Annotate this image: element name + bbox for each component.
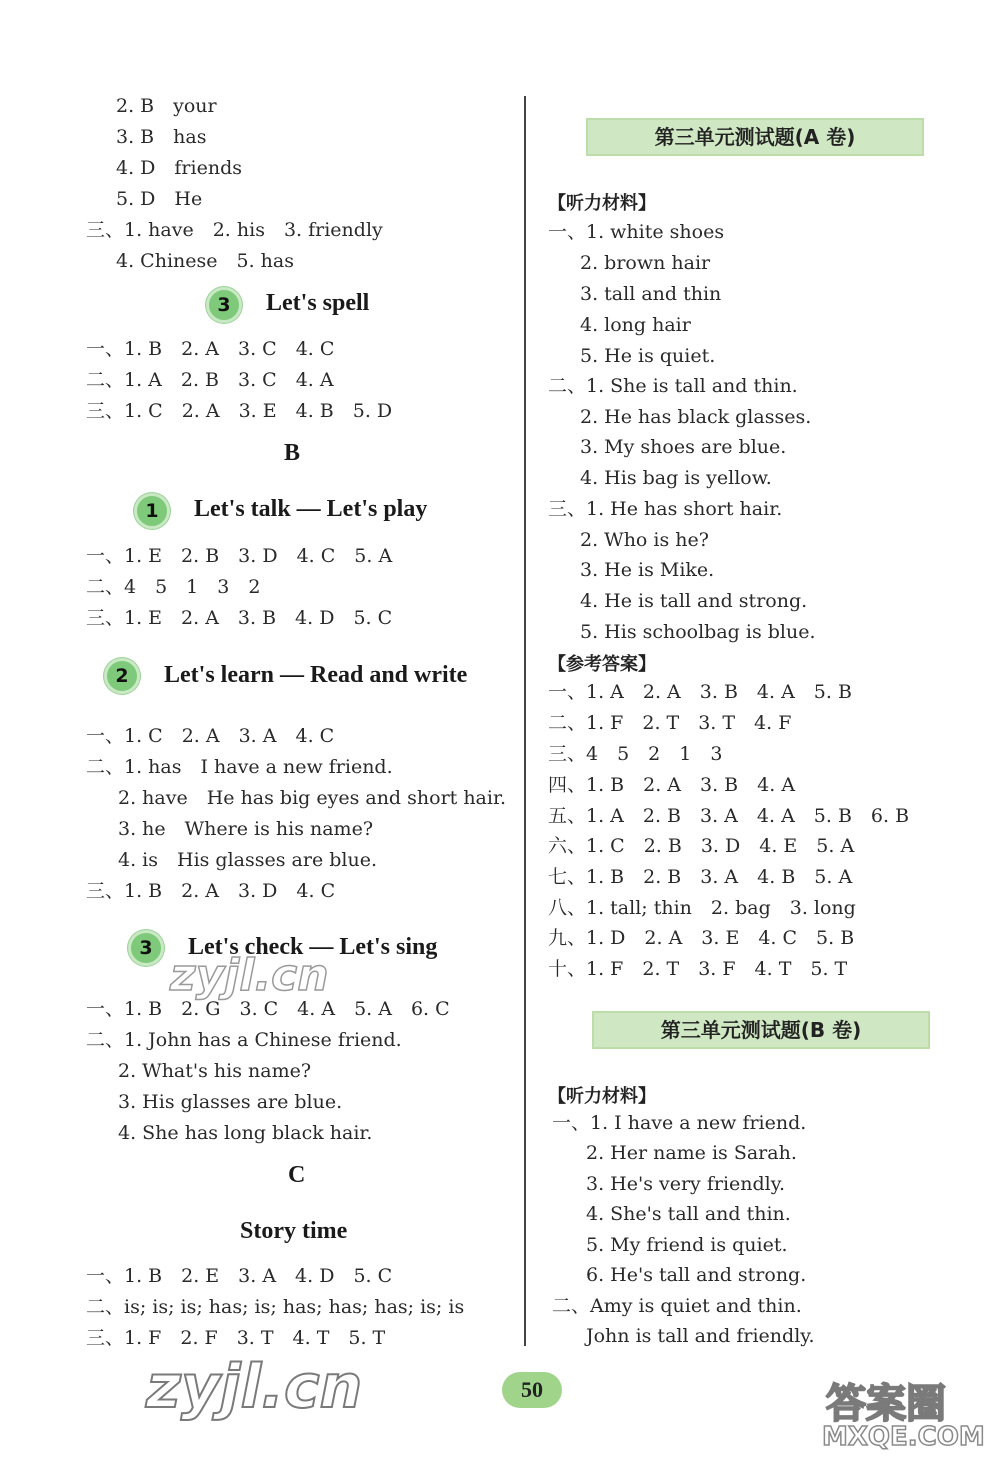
listen-line: 3. tall and thin <box>580 283 722 305</box>
answer-line: 一、1. C 2. A 3. A 4. C <box>86 725 335 747</box>
answer-line: 八、1. tall; thin 2. bag 3. long <box>548 897 856 919</box>
answer-line: 三、1. E 2. A 3. B 4. D 5. C <box>86 607 393 629</box>
answer-key-label: 【参考答案】 <box>548 654 656 675</box>
listen-line: 5. He is quiet. <box>580 345 716 367</box>
left-line: 4. Chinese 5. has <box>116 250 294 272</box>
answer-line: 一、1. A 2. A 3. B 4. A 5. B <box>548 681 852 703</box>
listen-line: 5. His schoolbag is blue. <box>580 621 816 643</box>
answer-line: 4. is His glasses are blue. <box>118 849 377 871</box>
watermark-mxqe-bottom: MXQE.COM <box>822 1422 985 1452</box>
listen-line: 4. She's tall and thin. <box>586 1203 791 1225</box>
watermark-zyjl-bottom: zyjl.cn <box>146 1352 363 1422</box>
answer-line: 二、4 5 1 3 2 <box>86 576 261 598</box>
answer-line: 三、1. B 2. A 3. D 4. C <box>86 880 336 902</box>
listen-line: 2. brown hair <box>580 252 711 274</box>
answer-line: 3. His glasses are blue. <box>118 1091 343 1113</box>
listen-line: 二、Amy is quiet and thin. <box>552 1295 802 1317</box>
answer-line: 一、1. E 2. B 3. D 4. C 5. A <box>86 545 393 567</box>
listen-line: 4. long hair <box>580 314 691 336</box>
section-number-badge: 2 <box>104 658 140 694</box>
section-title: Let's learn — Read and write <box>164 662 468 688</box>
answer-line: 二、is; is; is; has; is; has; has; has; is; is <box>86 1296 465 1318</box>
answer-line: 3. he Where is his name? <box>118 818 374 840</box>
left-line: 三、1. have 2. his 3. friendly <box>86 219 383 241</box>
listen-material-label: 【听力材料】 <box>548 193 656 214</box>
answer-line: 三、1. C 2. A 3. E 4. B 5. D <box>86 400 393 422</box>
page-number: 50 <box>502 1372 562 1408</box>
part-letter: C <box>288 1162 306 1188</box>
answer-line: 一、1. B 2. A 3. C 4. C <box>86 338 335 360</box>
answer-line: 2. What's his name? <box>118 1060 312 1082</box>
answer-line: 四、1. B 2. A 3. B 4. A <box>548 774 796 796</box>
listen-line: 2. Her name is Sarah. <box>586 1142 797 1164</box>
listen-line: 二、1. She is tall and thin. <box>548 375 798 397</box>
section-number-badge: 3 <box>206 287 242 323</box>
answer-line: 二、1. has I have a new friend. <box>86 756 393 778</box>
answer-line: 十、1. F 2. T 3. F 4. T 5. T <box>548 958 848 980</box>
column-divider <box>524 96 526 1346</box>
watermark-zyjl-middle: zyjl.cn <box>170 950 329 1001</box>
answer-line: 二、1. John has a Chinese friend. <box>86 1029 402 1051</box>
answer-line: 二、1. A 2. B 3. C 4. A <box>86 369 334 391</box>
section-title: Let's spell <box>266 290 370 316</box>
answer-line: 4. She has long black hair. <box>118 1122 373 1144</box>
left-line: 5. D He <box>116 188 203 210</box>
listen-line: John is tall and friendly. <box>586 1325 815 1347</box>
watermark-mxqe-top: 答案圈 <box>826 1381 946 1427</box>
answer-line: 一、1. B 2. G 3. C 4. A 5. A 6. C <box>86 998 450 1020</box>
section-title: Let's talk — Let's play <box>194 496 428 522</box>
answer-line: 九、1. D 2. A 3. E 4. C 5. B <box>548 927 855 949</box>
answer-line: 五、1. A 2. B 3. A 4. A 5. B 6. B <box>548 805 910 827</box>
listen-line: 一、1. I have a new friend. <box>552 1112 807 1134</box>
listen-line: 3. My shoes are blue. <box>580 436 787 458</box>
section-number-badge: 3 <box>128 930 164 966</box>
test-b-banner: 第三单元测试题(B 卷) <box>592 1011 930 1049</box>
answer-line: 三、1. F 2. F 3. T 4. T 5. T <box>86 1327 386 1349</box>
section-number-badge: 1 <box>134 493 170 529</box>
listen-line: 3. He's very friendly. <box>586 1173 785 1195</box>
section-title: Let's check — Let's sing <box>188 934 438 960</box>
listen-line: 三、1. He has short hair. <box>548 498 783 520</box>
listen-line: 4. He is tall and strong. <box>580 590 808 612</box>
answer-line: 二、1. F 2. T 3. T 4. F <box>548 712 792 734</box>
part-letter: B <box>284 440 301 466</box>
section-title: Story time <box>240 1218 348 1244</box>
listen-material-label: 【听力材料】 <box>548 1086 656 1107</box>
listen-line: 一、1. white shoes <box>548 221 725 243</box>
answer-line: 一、1. B 2. E 3. A 4. D 5. C <box>86 1265 393 1287</box>
left-line: 2. B your <box>116 95 217 117</box>
listen-line: 5. My friend is quiet. <box>586 1234 788 1256</box>
test-a-banner: 第三单元测试题(A 卷) <box>586 118 924 156</box>
left-line: 3. B has <box>116 126 207 148</box>
listen-line: 4. His bag is yellow. <box>580 467 772 489</box>
left-line: 4. D friends <box>116 157 242 179</box>
listen-line: 2. He has black glasses. <box>580 406 812 428</box>
answer-line: 三、4 5 2 1 3 <box>548 743 723 765</box>
listen-line: 2. Who is he? <box>580 529 709 551</box>
listen-line: 3. He is Mike. <box>580 559 715 581</box>
answer-line: 2. have He has big eyes and short hair. <box>118 787 506 809</box>
answer-line: 七、1. B 2. B 3. A 4. B 5. A <box>548 866 853 888</box>
answer-line: 六、1. C 2. B 3. D 4. E 5. A <box>548 835 855 857</box>
listen-line: 6. He's tall and strong. <box>586 1264 807 1286</box>
